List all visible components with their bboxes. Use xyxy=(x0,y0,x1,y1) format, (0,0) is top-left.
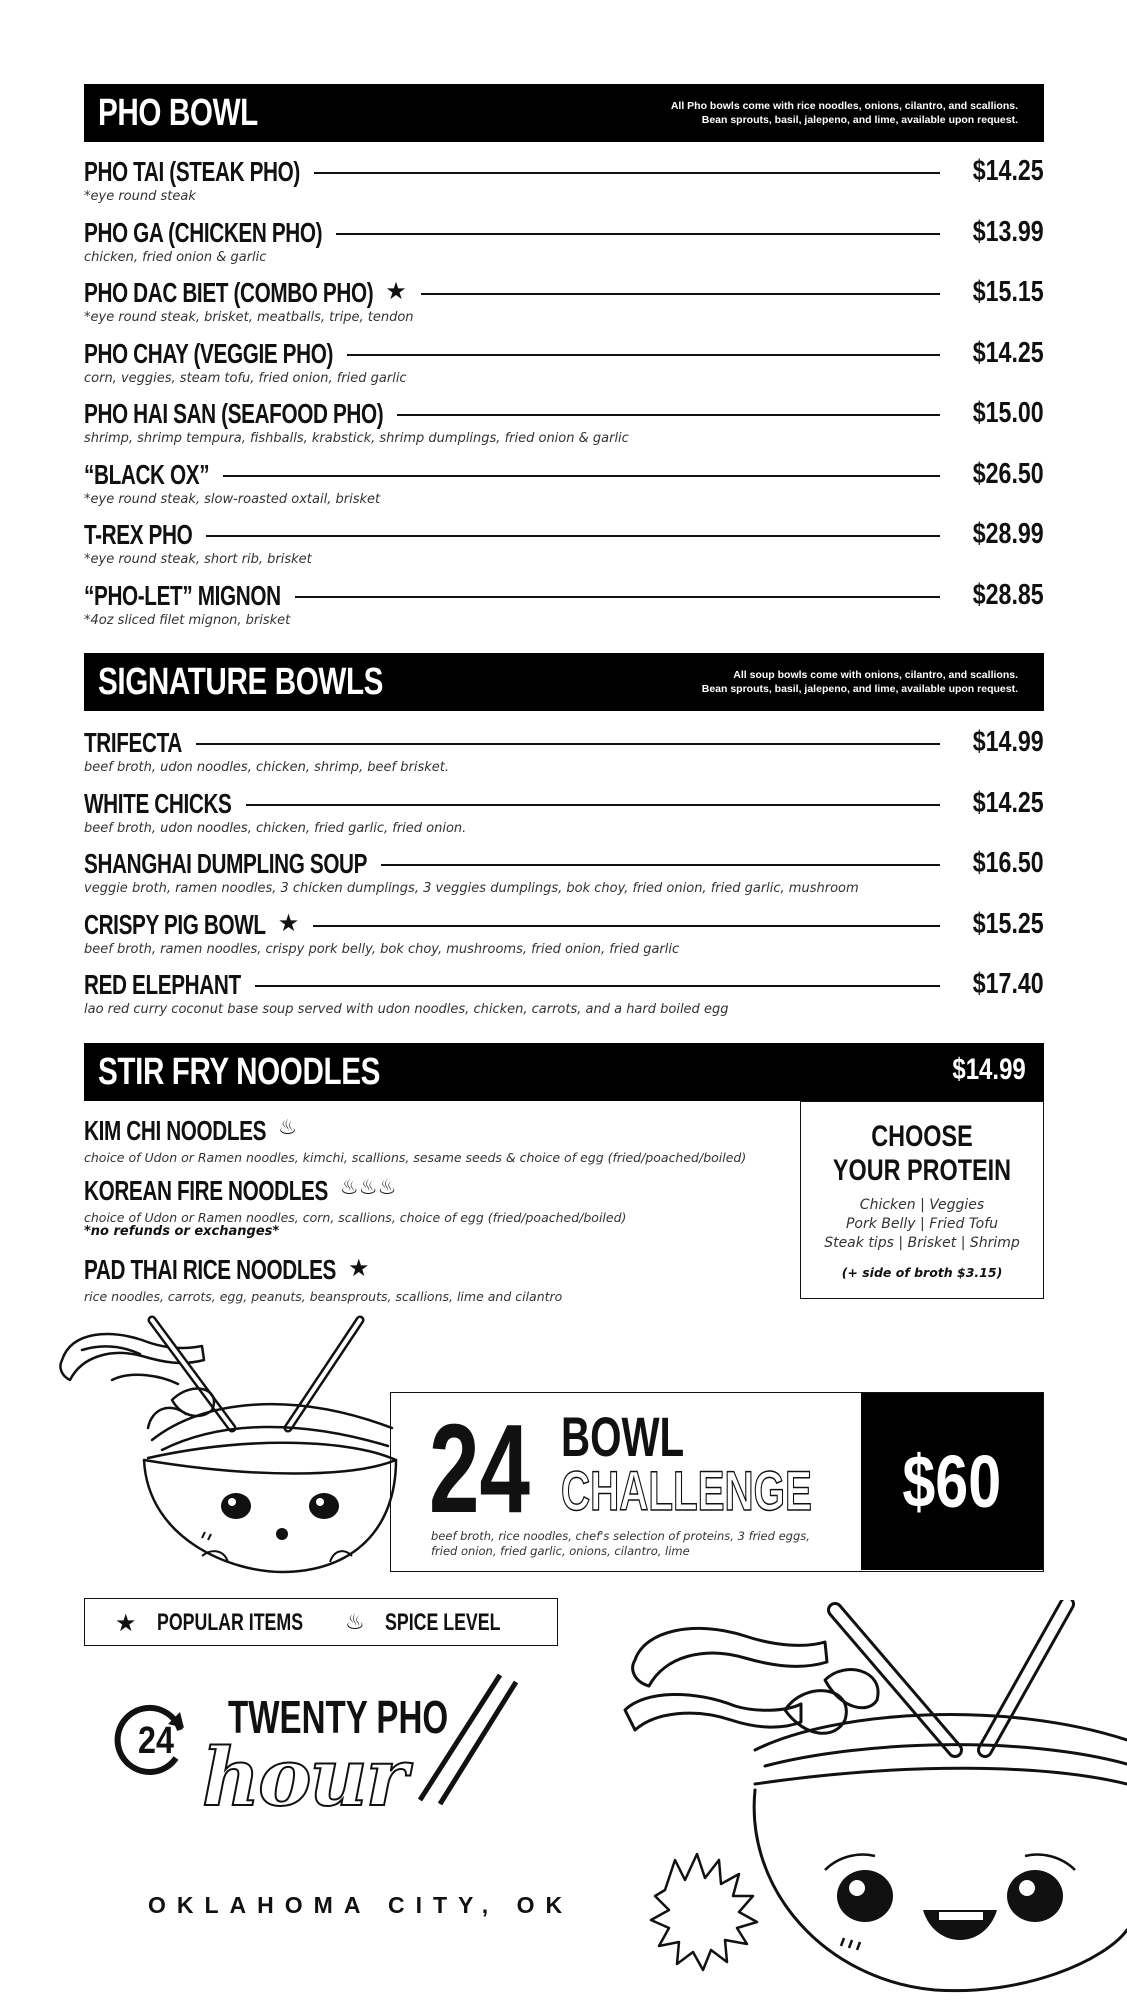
menu-item-description: shrimp, shrimp tempura, fishballs, krabstick, shrimp dumplings, fried onion & garlic xyxy=(84,431,629,446)
signature-bowls-header xyxy=(84,653,1044,711)
menu-item xyxy=(84,726,1044,782)
leader-line xyxy=(295,596,940,598)
challenge-word-challenge: CHALLENGE xyxy=(561,1459,812,1522)
menu-item-name: T-REX PHO xyxy=(84,519,193,550)
menu-item-name: TRIFECTA xyxy=(84,727,182,758)
menu-item-description: beef broth, udon noodles, chicken, shrimp, beef brisket. xyxy=(84,760,449,775)
menu-item-price: $26.50 xyxy=(973,457,1044,490)
protein-title: CHOOSE YOUR PROTEIN xyxy=(832,1120,1012,1187)
challenge-description: beef broth, rice noodles, chef's selection of proteins, 3 fried eggs, fried onion, fried garlic, onions, cilantro, lime xyxy=(431,1529,810,1558)
menu-item-price: $14.25 xyxy=(973,336,1044,369)
menu-item-price: $15.15 xyxy=(973,276,1044,308)
flame-icon: ♨ xyxy=(345,1610,365,1635)
menu-item-description: beef broth, udon noodles, chicken, fried garlic, fried onion. xyxy=(84,820,467,836)
leader-line xyxy=(206,535,940,537)
star-icon: ★ xyxy=(115,1609,137,1637)
menu-item-name: PHO GA (CHICKEN PHO) xyxy=(84,216,323,248)
menu-item-name: KIM CHI NOODLES xyxy=(84,1115,267,1146)
stir-fry-title: STIR FRY NOODLES xyxy=(98,1051,380,1093)
protein-broth-note: (+ side of broth $3.15) xyxy=(841,1265,1003,1280)
leader-line xyxy=(223,475,940,477)
menu-item-description: corn, veggies, steam tofu, fried onion, fried garlic xyxy=(84,370,407,386)
menu-item-description: chicken, fried onion & garlic xyxy=(84,249,267,265)
leader-line xyxy=(314,172,940,174)
legend-box xyxy=(84,1598,558,1646)
noodle-bowl-illustration xyxy=(52,1310,402,1580)
menu-item xyxy=(84,458,1044,514)
menu-item-price: $28.85 xyxy=(973,578,1044,611)
menu-item xyxy=(84,397,1044,453)
legend-spice-label: SPICE LEVEL xyxy=(385,1609,501,1636)
logo-name: TWENTY PHO xyxy=(228,1691,449,1743)
menu-item-description: rice noodles, carrots, egg, peanuts, beansprouts, scallions, lime and cilantro xyxy=(84,1289,563,1304)
menu-item-price: $14.99 xyxy=(973,726,1044,758)
menu-item-description: *eye round steak xyxy=(84,189,196,204)
flame-icon: ♨ xyxy=(278,1115,297,1139)
menu-item xyxy=(84,337,1044,393)
menu-item-description: *eye round steak, slow-roasted oxtail, brisket xyxy=(84,491,381,507)
menu-item xyxy=(84,908,1044,964)
menu-item xyxy=(84,968,1044,1024)
menu-item-name: SHANGHAI DUMPLING SOUP xyxy=(84,848,368,879)
menu-item-name: PHO DAC BIET (COMBO PHO) xyxy=(84,277,374,308)
menu-item-description: *eye round steak, brisket, meatballs, tripe, tendon xyxy=(84,310,414,325)
logo-script: hour xyxy=(202,1730,406,1824)
challenge-price: $60 xyxy=(902,1440,1002,1523)
pho-bowl-note: All Pho bowls come with rice noodles, onions, cilantro, and scallions. Bean sprouts, basil, jalepeno, and lime, available upon request. xyxy=(670,100,1018,126)
leader-line xyxy=(313,925,940,927)
menu-item-name: RED ELEPHANT xyxy=(84,969,241,1000)
menu-item-description: veggie broth, ramen noodles, 3 chicken dumplings, 3 veggies dumplings, bok choy, fried onion, fried garlic, mushroom xyxy=(84,881,859,896)
menu-item-price: $14.25 xyxy=(973,155,1044,187)
menu-item-description: choice of Udon or Ramen noodles, corn, scallions, choice of egg (fried/poached/boiled) xyxy=(84,1210,627,1225)
restaurant-logo xyxy=(110,1670,574,1930)
chopsticks-icon xyxy=(400,1670,520,1830)
menu-item-name: KOREAN FIRE NOODLES xyxy=(84,1175,328,1206)
menu-item-description: *4oz sliced filet mignon, brisket xyxy=(84,612,291,628)
star-icon: ★ xyxy=(348,1254,370,1282)
challenge-price-box xyxy=(861,1393,1043,1570)
menu-item-note: *no refunds or exchanges* xyxy=(84,1224,280,1239)
menu-item xyxy=(84,276,1044,332)
menu-item-name: PHO TAI (STEAK PHO) xyxy=(84,156,300,187)
leader-line xyxy=(381,864,940,866)
menu-item-price: $15.25 xyxy=(973,907,1044,940)
pho-bowl-title: PHO BOWL xyxy=(98,92,258,134)
menu-item-name: CRISPY PIG BOWL xyxy=(84,908,266,940)
menu-item xyxy=(84,579,1044,635)
star-icon: ★ xyxy=(385,277,407,305)
menu-item-price: $15.00 xyxy=(973,397,1044,429)
leader-line xyxy=(255,985,940,987)
menu-item-description: choice of Udon or Ramen noodles, kimchi, scallions, sesame seeds & choice of egg (fried/poached/boiled) xyxy=(84,1150,747,1165)
menu-item-name: “BLACK OX” xyxy=(84,458,210,490)
challenge-word-bowl: BOWL xyxy=(561,1405,685,1468)
star-icon: ★ xyxy=(277,908,300,937)
stir-fry-price: $14.99 xyxy=(952,1053,1026,1086)
leader-line xyxy=(397,414,940,416)
menu-item-description: lao red curry coconut base soup served with udon noodles, chicken, carrots, and a hard boiled egg xyxy=(84,1002,729,1017)
menu-item xyxy=(84,847,1044,903)
menu-item xyxy=(84,155,1044,211)
leader-line xyxy=(196,743,940,745)
menu-item-price: $28.99 xyxy=(973,518,1044,550)
menu-item-name: PAD THAI RICE NOODLES xyxy=(84,1254,337,1285)
protein-options: Chicken | Veggies Pork Belly | Fried Tofu Steak tips | Brisket | Shrimp xyxy=(824,1197,1020,1251)
large-bowl-illustration xyxy=(605,1600,1127,2000)
pho-bowl-header xyxy=(84,84,1044,142)
menu-item xyxy=(84,518,1044,574)
menu-item xyxy=(84,216,1044,272)
menu-item-price: $17.40 xyxy=(973,968,1044,1000)
menu-item xyxy=(84,787,1044,843)
menu-item-price: $14.25 xyxy=(973,786,1044,819)
menu-item-description: beef broth, ramen noodles, crispy pork belly, bok choy, mushrooms, fried onion, fried garlic xyxy=(84,941,680,957)
flame-icon: ♨♨♨ xyxy=(339,1175,397,1199)
signature-bowls-title: SIGNATURE BOWLS xyxy=(98,661,384,703)
menu-item-price: $13.99 xyxy=(973,215,1044,248)
legend-popular-label: POPULAR ITEMS xyxy=(157,1609,304,1636)
menu-item-description: *eye round steak, short rib, brisket xyxy=(84,552,312,567)
leader-line xyxy=(347,354,940,356)
choose-protein-box xyxy=(800,1101,1044,1299)
leader-line xyxy=(421,293,940,295)
logo-number: 24 xyxy=(138,1720,174,1762)
menu-item-name: PHO HAI SAN (SEAFOOD PHO) xyxy=(84,398,384,429)
challenge-number: 24 xyxy=(429,1398,530,1539)
menu-item-name: PHO CHAY (VEGGIE PHO) xyxy=(84,337,333,369)
stir-fry-header xyxy=(84,1043,1044,1101)
bowl-challenge-box xyxy=(390,1392,1044,1572)
signature-bowls-note: All soup bowls come with onions, cilantro, and scallions. Bean sprouts, basil, jalepeno, and lime, available upon request. xyxy=(701,669,1018,695)
logo-location: OKLAHOMA CITY, OK xyxy=(148,1892,574,1918)
leader-line xyxy=(336,233,940,235)
menu-item-name: “PHO-LET” MIGNON xyxy=(84,579,281,611)
leader-line xyxy=(246,804,941,806)
menu-item-price: $16.50 xyxy=(973,847,1044,879)
menu-item-name: WHITE CHICKS xyxy=(84,787,232,819)
